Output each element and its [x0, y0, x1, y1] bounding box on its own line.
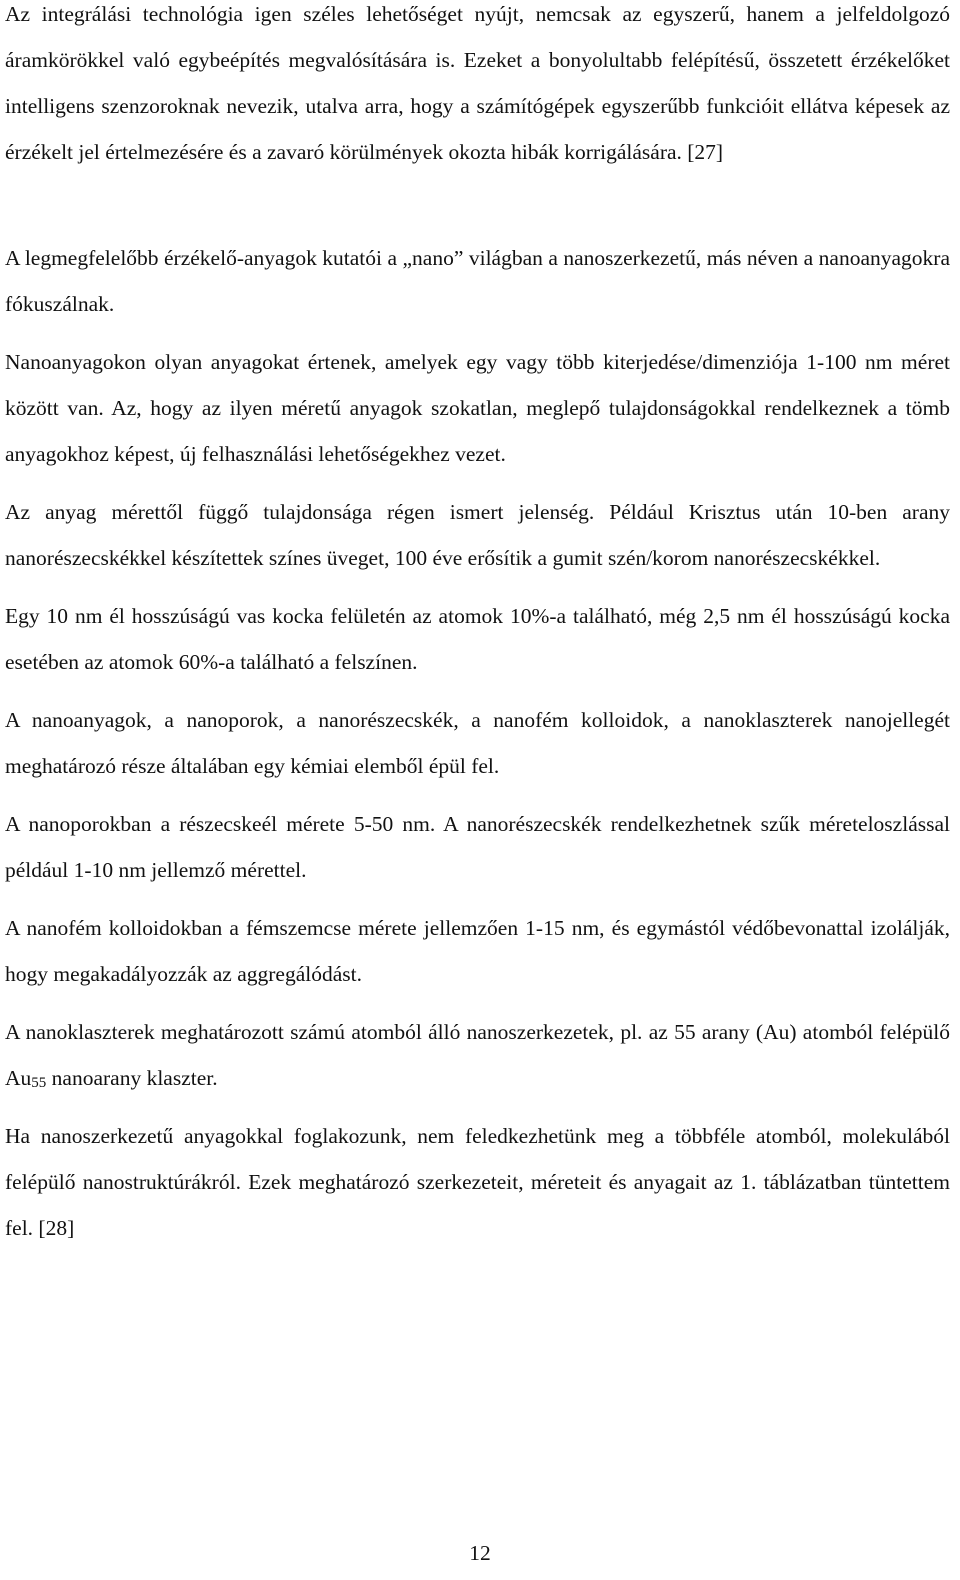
paragraph-metal-colloids: A nanofém kolloidokban a fémszemcse mérete jellemzően 1-15 nm, és egymástól védőbevonattal izolálják, hogy megakadályozzák az aggregálódást. [5, 916, 950, 986]
paragraph-iron-cube-surface: Egy 10 nm él hosszúságú vas kocka felületén az atomok 10%-a található, még 2,5 nm él hosszúságú kocka esetében az atomok 60%-a található a felszínen. [5, 604, 950, 674]
paragraph-intelligent-sensors: Az integrálási technológia igen széles lehetőséget nyújt, nemcsak az egyszerű, hanem a jelfeldolgozó áramkörökkel való egybeépítés megvalósítására is. Ezeket a bonyolultabb felépítésű, összetett érzékelőket intelligens szenzoroknak nevezik, utalva arra, hogy a számítógépek egyszerűbb funkcióit ellátva képesek az érzékelt jel értelmezésére és a zavaró körülmények okozta hibák korrigálására. [27] [5, 2, 950, 164]
nanoclusters-text-after: nanoarany klaszter. [46, 1066, 218, 1090]
paragraph-nanomaterial-types: A nanoanyagok, a nanoporok, a nanorészecskék, a nanofém kolloidok, a nanoklaszterek nanojellegét meghatározó része általában egy kémiai elemből épül fel. [5, 708, 950, 778]
au55-subscript: 55 [31, 1075, 47, 1091]
paragraph-nano-materials-focus: A legmegfelelőbb érzékelő-anyagok kutatói a „nano” világban a nanoszerkezetű, más néven a nanoanyagokra fókuszálnak. [5, 246, 950, 316]
paragraph-nanostructures-table-ref: Ha nanoszerkezetű anyagokkal foglakozunk, nem feledkezhetünk meg a többféle atomból, molekulából felépülő nanostruktúrákról. Ezek meghatározó szerkezeteit, méreteit és anyagait az 1. táblázatban tüntettem fel. [28] [5, 1124, 950, 1240]
document-page [5, 0, 950, 1251]
nanoclusters-text-before: A nanoklaszterek meghatározott számú atomból álló nanoszerkezetek, pl. az 55 arany (Au) atomból felépülő Au [5, 1020, 950, 1090]
paragraph-nanopowders: A nanoporokban a részecskeél mérete 5-50 nm. A nanorészecskék rendelkezhetnek szűk méreteloszlással például 1-10 nm jellemző mérettel. [5, 812, 950, 882]
paragraph-nanoclusters [5, 1009, 950, 1101]
paragraph-nanomaterial-definition: Nanoanyagokon olyan anyagokat értenek, amelyek egy vagy több kiterjedése/dimenziója 1-100 nm méret között van. Az, hogy az ilyen méretű anyagok szokatlan, meglepő tulajdonságokkal rendelkeznek a tömb anyagokhoz képest, új felhasználási lehetőségekhez vezet. [5, 350, 950, 466]
paragraph-size-dependent-properties: Az anyag mérettől függő tulajdonsága régen ismert jelenség. Például Krisztus után 10-ben arany nanorészecskékkel készítettek színes üveget, 100 éve erősítik a gumit szén/korom nanorészecskékkel. [5, 500, 950, 570]
page-number: 12 [469, 1541, 491, 1565]
